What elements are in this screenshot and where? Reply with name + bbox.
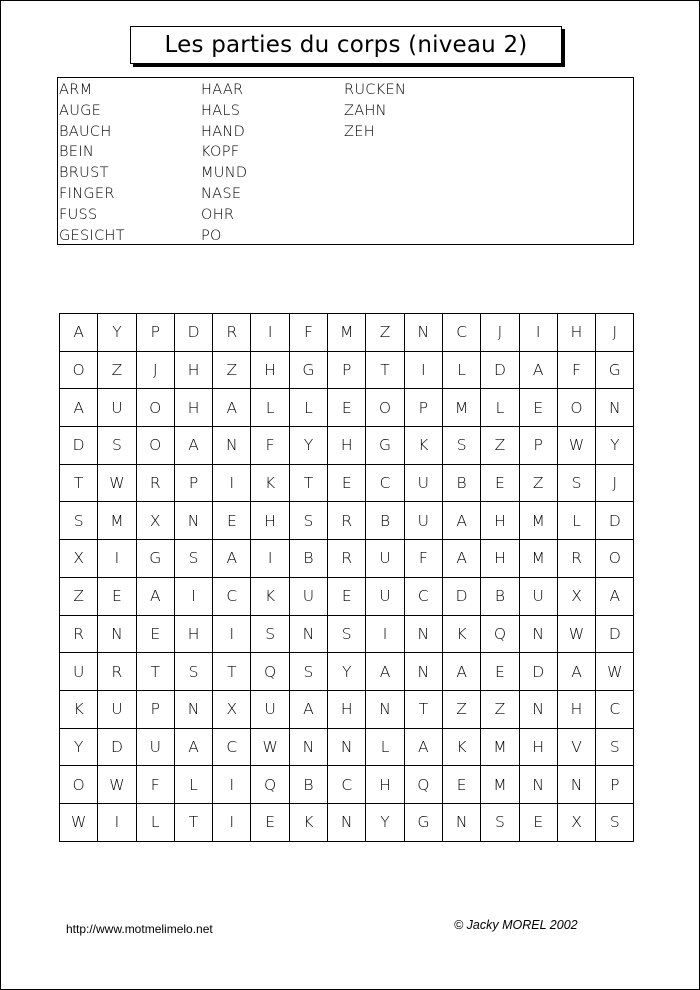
grid-cell[interactable]: M	[442, 389, 480, 427]
grid-cell[interactable]: H	[557, 690, 595, 728]
grid-cell[interactable]: S	[251, 615, 289, 653]
word-list-item: KOPF	[201, 144, 240, 161]
grid-cell[interactable]: B	[289, 766, 327, 804]
grid-cell[interactable]: H	[481, 540, 519, 578]
grid-cell[interactable]: K	[60, 690, 98, 728]
grid-row	[60, 389, 634, 427]
grid-cell[interactable]: N	[404, 314, 442, 352]
grid-cell[interactable]: M	[98, 502, 136, 540]
grid-cell[interactable]: U	[404, 502, 442, 540]
grid-cell[interactable]: U	[366, 577, 404, 615]
grid-cell[interactable]: K	[404, 427, 442, 465]
grid-cell[interactable]: R	[328, 540, 366, 578]
grid-cell[interactable]: W	[60, 803, 98, 841]
grid-cell[interactable]: H	[519, 728, 557, 766]
grid-cell[interactable]: Z	[519, 464, 557, 502]
word-list-item: HALS	[201, 102, 241, 119]
word-list-item: BAUCH	[59, 123, 112, 140]
grid-cell[interactable]: C	[328, 766, 366, 804]
grid-cell[interactable]: H	[251, 502, 289, 540]
grid-cell[interactable]: S	[60, 502, 98, 540]
grid-cell[interactable]: H	[557, 314, 595, 352]
grid-cell[interactable]: S	[328, 615, 366, 653]
word-list-item: ZAHN	[344, 102, 387, 119]
grid-cell[interactable]: U	[98, 690, 136, 728]
grid-cell[interactable]: S	[289, 653, 327, 691]
grid-cell[interactable]: I	[213, 803, 251, 841]
grid-cell[interactable]: R	[557, 540, 595, 578]
grid-cell[interactable]: N	[404, 615, 442, 653]
grid-cell[interactable]: U	[60, 653, 98, 691]
grid-cell[interactable]: D	[174, 314, 212, 352]
grid-row	[60, 314, 634, 352]
grid-cell[interactable]: W	[557, 427, 595, 465]
grid-cell[interactable]: T	[404, 690, 442, 728]
grid-cell[interactable]: B	[442, 464, 480, 502]
grid-cell[interactable]: A	[442, 502, 480, 540]
grid-cell[interactable]: E	[136, 615, 174, 653]
grid-cell[interactable]: F	[289, 314, 327, 352]
grid-cell[interactable]: L	[442, 351, 480, 389]
grid-cell[interactable]: S	[174, 540, 212, 578]
grid-cell[interactable]: I	[213, 615, 251, 653]
grid-cell[interactable]: I	[404, 351, 442, 389]
word-list-item: ZEH	[344, 123, 375, 140]
grid-cell[interactable]: L	[366, 728, 404, 766]
grid-cell[interactable]: D	[60, 427, 98, 465]
grid-cell[interactable]: H	[251, 351, 289, 389]
word-list-item: NASE	[201, 185, 242, 202]
word-list-item: ARM	[59, 82, 93, 98]
grid-cell[interactable]: B	[289, 540, 327, 578]
grid-cell[interactable]: O	[60, 766, 98, 804]
grid-cell[interactable]: E	[481, 464, 519, 502]
grid-cell[interactable]: C	[213, 577, 251, 615]
grid-cell[interactable]: A	[442, 540, 480, 578]
letter-grid	[59, 313, 634, 842]
grid-cell[interactable]: U	[289, 577, 327, 615]
grid-cell[interactable]: I	[366, 615, 404, 653]
grid-cell[interactable]: E	[519, 389, 557, 427]
grid-cell[interactable]: G	[136, 540, 174, 578]
grid-cell[interactable]: N	[442, 803, 480, 841]
grid-cell[interactable]: N	[328, 728, 366, 766]
grid-cell[interactable]: D	[98, 728, 136, 766]
grid-cell[interactable]: A	[60, 389, 98, 427]
grid-cell[interactable]: A	[519, 351, 557, 389]
grid-cell[interactable]: C	[404, 577, 442, 615]
grid-cell[interactable]: I	[251, 314, 289, 352]
footer-url[interactable]: http://www.motmelimelo.net	[66, 922, 213, 936]
grid-cell[interactable]: L	[174, 766, 212, 804]
grid-cell[interactable]: Y	[98, 314, 136, 352]
grid-cell[interactable]: U	[519, 577, 557, 615]
grid-cell[interactable]: T	[289, 464, 327, 502]
grid-cell[interactable]: M	[328, 314, 366, 352]
grid-cell[interactable]: T	[366, 351, 404, 389]
grid-cell[interactable]: K	[251, 577, 289, 615]
grid-cell[interactable]: E	[328, 577, 366, 615]
grid-cell[interactable]: Z	[481, 427, 519, 465]
grid-cell[interactable]: N	[174, 502, 212, 540]
grid-cell[interactable]: Z	[213, 351, 251, 389]
grid-cell[interactable]: E	[328, 464, 366, 502]
grid-cell[interactable]: D	[442, 577, 480, 615]
grid-cell[interactable]: T	[136, 653, 174, 691]
grid-cell[interactable]: Z	[60, 577, 98, 615]
grid-cell[interactable]: Z	[98, 351, 136, 389]
grid-cell[interactable]: F	[557, 351, 595, 389]
grid-cell[interactable]: B	[481, 577, 519, 615]
word-list-item: FUSS	[59, 206, 98, 223]
grid-cell[interactable]: L	[289, 389, 327, 427]
word-list-column-1	[59, 80, 125, 246]
grid-cell[interactable]: H	[328, 427, 366, 465]
grid-cell[interactable]: N	[98, 615, 136, 653]
grid-cell[interactable]: E	[481, 653, 519, 691]
grid-cell[interactable]: R	[98, 653, 136, 691]
grid-cell[interactable]: N	[366, 690, 404, 728]
grid-cell[interactable]: A	[213, 389, 251, 427]
footer-copyright: © Jacky MOREL 2002	[454, 918, 578, 932]
grid-cell[interactable]: J	[481, 314, 519, 352]
grid-cell[interactable]: U	[366, 540, 404, 578]
grid-cell[interactable]: S	[442, 427, 480, 465]
grid-cell[interactable]: A	[557, 653, 595, 691]
grid-cell[interactable]: I	[98, 540, 136, 578]
grid-cell[interactable]: E	[251, 803, 289, 841]
grid-cell[interactable]: Q	[251, 653, 289, 691]
grid-cell[interactable]: H	[174, 351, 212, 389]
grid-cell[interactable]: E	[519, 803, 557, 841]
grid-cell[interactable]: I	[213, 766, 251, 804]
grid-cell[interactable]: Y	[328, 653, 366, 691]
grid-cell[interactable]: W	[596, 653, 634, 691]
grid-cell[interactable]: H	[366, 766, 404, 804]
word-list-item: RUCKEN	[344, 82, 407, 98]
grid-cell[interactable]: N	[596, 389, 634, 427]
grid-cell[interactable]: A	[174, 427, 212, 465]
grid-cell[interactable]: J	[596, 464, 634, 502]
grid-cell[interactable]: E	[442, 766, 480, 804]
grid-cell[interactable]: Q	[481, 615, 519, 653]
grid-cell[interactable]: O	[60, 351, 98, 389]
grid-cell[interactable]: R	[136, 464, 174, 502]
grid-cell[interactable]: H	[174, 615, 212, 653]
grid-cell[interactable]: A	[60, 314, 98, 352]
grid-cell[interactable]: O	[557, 389, 595, 427]
grid-cell[interactable]: K	[289, 803, 327, 841]
grid-cell[interactable]: C	[366, 464, 404, 502]
grid-cell[interactable]: D	[481, 351, 519, 389]
grid-cell[interactable]: K	[442, 615, 480, 653]
grid-cell[interactable]: Y	[366, 803, 404, 841]
word-list-item: FINGER	[59, 185, 115, 202]
grid-cell[interactable]: A	[213, 540, 251, 578]
word-list-item: OHR	[201, 206, 235, 223]
grid-cell[interactable]: N	[289, 615, 327, 653]
grid-cell[interactable]: H	[481, 502, 519, 540]
grid-cell[interactable]: O	[136, 389, 174, 427]
grid-cell[interactable]: D	[596, 502, 634, 540]
grid-cell[interactable]: W	[251, 728, 289, 766]
grid-cell[interactable]: R	[213, 314, 251, 352]
grid-row	[60, 464, 634, 502]
word-list-item: PO	[201, 227, 222, 244]
grid-cell[interactable]: X	[60, 540, 98, 578]
grid-cell[interactable]: F	[404, 540, 442, 578]
word-list-item: BRUST	[59, 165, 109, 182]
word-list-column-3	[344, 80, 406, 142]
grid-cell[interactable]: F	[251, 427, 289, 465]
grid-cell[interactable]: Y	[60, 728, 98, 766]
grid-cell[interactable]: S	[289, 502, 327, 540]
word-list-item: BEIN	[59, 144, 94, 161]
grid-cell[interactable]: N	[519, 690, 557, 728]
grid-cell[interactable]: N	[328, 803, 366, 841]
grid-cell[interactable]: P	[404, 389, 442, 427]
grid-cell[interactable]: A	[174, 728, 212, 766]
grid-row	[60, 427, 634, 465]
grid-cell[interactable]: X	[213, 690, 251, 728]
grid-cell[interactable]: L	[136, 803, 174, 841]
grid-cell[interactable]: K	[442, 728, 480, 766]
grid-cell[interactable]: W	[98, 766, 136, 804]
grid-cell[interactable]: O	[366, 389, 404, 427]
grid-cell[interactable]: P	[519, 427, 557, 465]
grid-cell[interactable]: S	[557, 464, 595, 502]
grid-cell[interactable]: N	[289, 728, 327, 766]
grid-cell[interactable]: E	[328, 389, 366, 427]
grid-cell[interactable]: C	[442, 314, 480, 352]
grid-cell[interactable]: P	[136, 314, 174, 352]
word-list-box	[57, 77, 634, 245]
grid-cell[interactable]: G	[289, 351, 327, 389]
grid-row	[60, 653, 634, 691]
grid-cell[interactable]: Y	[596, 427, 634, 465]
word-list-item: GESICHT	[59, 227, 125, 244]
grid-cell[interactable]: Z	[442, 690, 480, 728]
grid-cell[interactable]: N	[519, 766, 557, 804]
grid-cell[interactable]: L	[251, 389, 289, 427]
grid-row	[60, 615, 634, 653]
grid-cell[interactable]: Q	[404, 766, 442, 804]
grid-row	[60, 502, 634, 540]
word-list-item: MUND	[201, 165, 248, 182]
grid-cell[interactable]: N	[557, 766, 595, 804]
grid-row	[60, 577, 634, 615]
grid-cell[interactable]: M	[481, 728, 519, 766]
word-list-column-2	[201, 80, 247, 246]
grid-cell[interactable]: G	[366, 427, 404, 465]
grid-cell[interactable]: P	[136, 690, 174, 728]
grid-cell[interactable]: V	[557, 728, 595, 766]
grid-cell[interactable]: N	[404, 653, 442, 691]
grid-cell[interactable]: S	[596, 803, 634, 841]
grid-cell[interactable]: M	[481, 766, 519, 804]
grid-cell[interactable]: S	[481, 803, 519, 841]
page-title-text: Les parties du corps (niveau 2)	[164, 32, 528, 58]
grid-cell[interactable]: Q	[251, 766, 289, 804]
grid-cell[interactable]: P	[596, 766, 634, 804]
grid-cell[interactable]: T	[174, 803, 212, 841]
grid-cell[interactable]: P	[328, 351, 366, 389]
grid-cell[interactable]: U	[404, 464, 442, 502]
grid-cell[interactable]: S	[596, 728, 634, 766]
grid-cell[interactable]: A	[596, 577, 634, 615]
grid-cell[interactable]: X	[557, 577, 595, 615]
grid-cell[interactable]: P	[174, 464, 212, 502]
grid-cell[interactable]: E	[213, 502, 251, 540]
grid-cell[interactable]: L	[557, 502, 595, 540]
grid-row	[60, 540, 634, 578]
grid-row	[60, 690, 634, 728]
grid-cell[interactable]: N	[519, 615, 557, 653]
grid-cell[interactable]: E	[98, 577, 136, 615]
grid-cell[interactable]: B	[366, 502, 404, 540]
grid-cell[interactable]: X	[557, 803, 595, 841]
grid-row	[60, 803, 634, 841]
grid-row	[60, 351, 634, 389]
grid-cell[interactable]: A	[289, 690, 327, 728]
grid-cell[interactable]: S	[98, 427, 136, 465]
grid-cell[interactable]: N	[213, 427, 251, 465]
grid-cell[interactable]: I	[174, 577, 212, 615]
grid-cell[interactable]: J	[136, 351, 174, 389]
grid-cell[interactable]: Y	[289, 427, 327, 465]
grid-cell[interactable]: L	[481, 389, 519, 427]
grid-cell[interactable]: M	[519, 502, 557, 540]
grid-cell[interactable]: D	[519, 653, 557, 691]
grid-cell[interactable]: M	[519, 540, 557, 578]
grid-cell[interactable]: I	[98, 803, 136, 841]
grid-cell[interactable]: I	[251, 540, 289, 578]
word-list-item: HAAR	[201, 82, 244, 98]
grid-cell[interactable]: A	[366, 653, 404, 691]
grid-cell[interactable]: N	[174, 690, 212, 728]
grid-cell[interactable]: R	[60, 615, 98, 653]
grid-cell[interactable]: D	[596, 615, 634, 653]
grid-cell[interactable]: S	[174, 653, 212, 691]
grid-cell[interactable]: F	[136, 766, 174, 804]
grid-cell[interactable]: I	[213, 464, 251, 502]
grid-cell[interactable]: G	[596, 351, 634, 389]
grid-cell[interactable]: Z	[481, 690, 519, 728]
grid-row	[60, 766, 634, 804]
grid-cell[interactable]: T	[213, 653, 251, 691]
grid-cell[interactable]: R	[328, 502, 366, 540]
grid-cell[interactable]: G	[404, 803, 442, 841]
word-list-item: HAND	[201, 123, 246, 140]
page-title	[130, 26, 562, 64]
grid-cell[interactable]: Z	[366, 314, 404, 352]
grid-cell[interactable]: W	[557, 615, 595, 653]
word-list-item: AUGE	[59, 102, 102, 119]
grid-cell[interactable]: U	[136, 728, 174, 766]
grid-cell[interactable]: A	[404, 728, 442, 766]
grid-cell[interactable]: O	[596, 540, 634, 578]
grid-cell[interactable]: A	[442, 653, 480, 691]
grid-cell[interactable]: W	[98, 464, 136, 502]
grid-cell[interactable]: H	[174, 389, 212, 427]
grid-cell[interactable]: H	[328, 690, 366, 728]
grid-cell[interactable]: T	[60, 464, 98, 502]
grid-cell[interactable]: K	[251, 464, 289, 502]
grid-cell[interactable]: O	[136, 427, 174, 465]
grid-row	[60, 728, 634, 766]
grid-cell[interactable]: U	[251, 690, 289, 728]
grid-cell[interactable]: U	[98, 389, 136, 427]
grid-cell[interactable]: A	[136, 577, 174, 615]
grid-cell[interactable]: X	[136, 502, 174, 540]
grid-cell[interactable]: C	[596, 690, 634, 728]
grid-cell[interactable]: I	[519, 314, 557, 352]
grid-cell[interactable]: J	[596, 314, 634, 352]
grid-cell[interactable]: C	[213, 728, 251, 766]
